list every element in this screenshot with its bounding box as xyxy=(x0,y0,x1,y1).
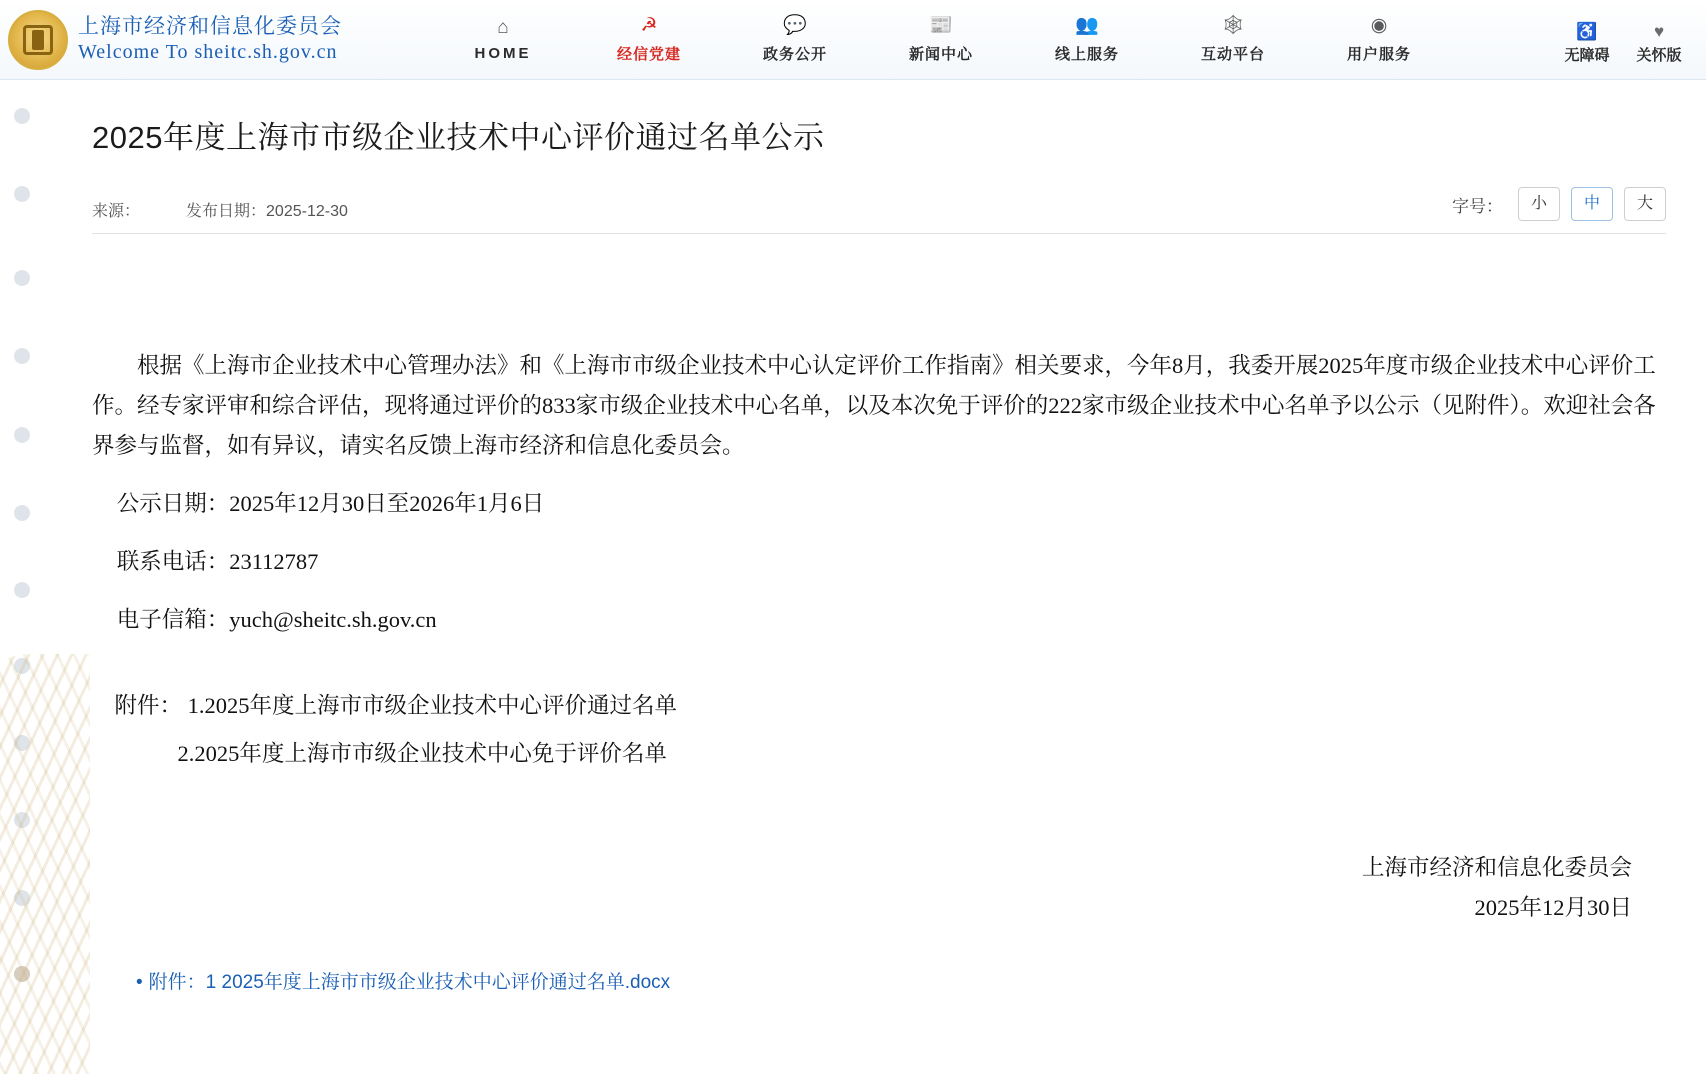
article-container xyxy=(0,112,1706,994)
attachment-file-link[interactable] xyxy=(136,967,1666,994)
accessibility-label: 无障碍 xyxy=(1564,47,1610,64)
care-version-link[interactable] xyxy=(1626,22,1692,65)
newspaper-icon: 📰 xyxy=(929,15,953,36)
network-icon: 🕸 xyxy=(1220,15,1246,36)
nav-item-party-building[interactable] xyxy=(576,15,722,64)
header-utility-links xyxy=(1554,0,1706,79)
logo-text xyxy=(78,14,342,65)
nav-label-government-affairs: 政务公开 xyxy=(762,46,827,63)
nav-item-home[interactable] xyxy=(430,17,576,62)
nav-item-government-affairs[interactable] xyxy=(722,15,868,64)
attachment-text-1: 附件： 1.2025年度上海市市级企业技术中心评价通过名单 xyxy=(114,693,678,719)
nav-item-news-center[interactable] xyxy=(868,15,1014,64)
attachment-text-2: 2.2025年度上海市市级企业技术中心免于评价名单 xyxy=(177,741,667,767)
attachment-files xyxy=(92,967,1666,994)
nav-label-party-building: 经信党建 xyxy=(616,46,681,63)
accessibility-link[interactable] xyxy=(1554,22,1620,65)
font-size-medium-button[interactable]: 中 xyxy=(1571,187,1613,221)
source-label: 来源： xyxy=(92,203,141,220)
nav-item-interactive-platform[interactable] xyxy=(1160,15,1306,64)
font-size-small-button[interactable]: 小 xyxy=(1518,187,1560,221)
article-meta xyxy=(92,187,1666,234)
contact-email-line: 电子信箱：yuch@sheitc.sh.gov.cn xyxy=(116,607,437,633)
signature-org: 上海市经济和信息化委员会 xyxy=(1361,855,1632,881)
publish-info xyxy=(186,198,348,221)
meta-left xyxy=(92,198,348,221)
attachment-file-name[interactable]: 附件：1 2025年度上海市市级企业技术中心评价通过名单.docx xyxy=(148,972,671,994)
accessibility-icon: ♿ xyxy=(1576,22,1598,41)
party-flag-icon: ☭ xyxy=(640,15,658,36)
signature-block xyxy=(92,848,1666,927)
nav-label-user-services: 用户服务 xyxy=(1346,46,1411,63)
speech-bubble-icon: 💬 xyxy=(783,15,807,36)
home-icon: ⌂ xyxy=(497,17,509,38)
logo-title-en: Welcome To sheitc.sh.gov.cn xyxy=(78,41,338,64)
nav-label-news-center: 新闻中心 xyxy=(908,46,973,63)
nav-label-interactive-platform: 互动平台 xyxy=(1200,46,1265,63)
font-size-control xyxy=(1452,187,1666,221)
main-navigation xyxy=(430,0,1554,79)
contact-phone-line: 联系电话：23112787 xyxy=(116,549,319,575)
logo-title-cn: 上海市经济和信息化委员会 xyxy=(78,14,342,38)
site-header xyxy=(0,0,1706,80)
attachment-list-text xyxy=(92,686,1666,774)
user-circle-icon: ◉ xyxy=(1370,15,1388,36)
nav-item-online-services[interactable] xyxy=(1014,15,1160,64)
site-logo[interactable] xyxy=(0,10,430,70)
nav-label-home: HOME xyxy=(474,45,532,62)
notice-period-line: 公示日期：2025年12月30日至2026年1月6日 xyxy=(116,491,545,517)
heart-icon: ♥ xyxy=(1653,22,1665,41)
article-paragraph: 根据《上海市企业技术中心管理办法》和《上海市市级企业技术中心认定评价工作指南》相关要求，今年8月，我委开展2025年度市级企业技术中心评价工作。经专家评审和综合评估，现将通过评价的833家市级企业技术中心名单，以及本次免于评价的222家市级企业技术中心名单予以公示（见附件）。欢迎社会各界参与监督，如有异议，请实名反馈上海市经济和信息化委员会。 xyxy=(92,353,1656,459)
font-size-large-button[interactable]: 大 xyxy=(1624,187,1666,221)
nav-label-online-services: 线上服务 xyxy=(1054,46,1119,63)
publish-label: 发布日期： xyxy=(186,203,267,220)
care-version-label: 关怀版 xyxy=(1636,47,1682,64)
bullet-icon: • xyxy=(136,972,143,994)
page-title: 2025年度上海市市级企业技术中心评价通过名单公示 xyxy=(92,120,825,155)
gov-emblem-icon xyxy=(8,10,68,70)
signature-date: 2025年12月30日 xyxy=(1474,894,1632,920)
people-icon: 👥 xyxy=(1075,15,1099,36)
font-size-label: 字号： xyxy=(1452,196,1503,216)
publish-date: 2025-12-30 xyxy=(266,203,348,220)
article-body xyxy=(92,346,1666,774)
nav-item-user-services[interactable] xyxy=(1306,15,1452,64)
